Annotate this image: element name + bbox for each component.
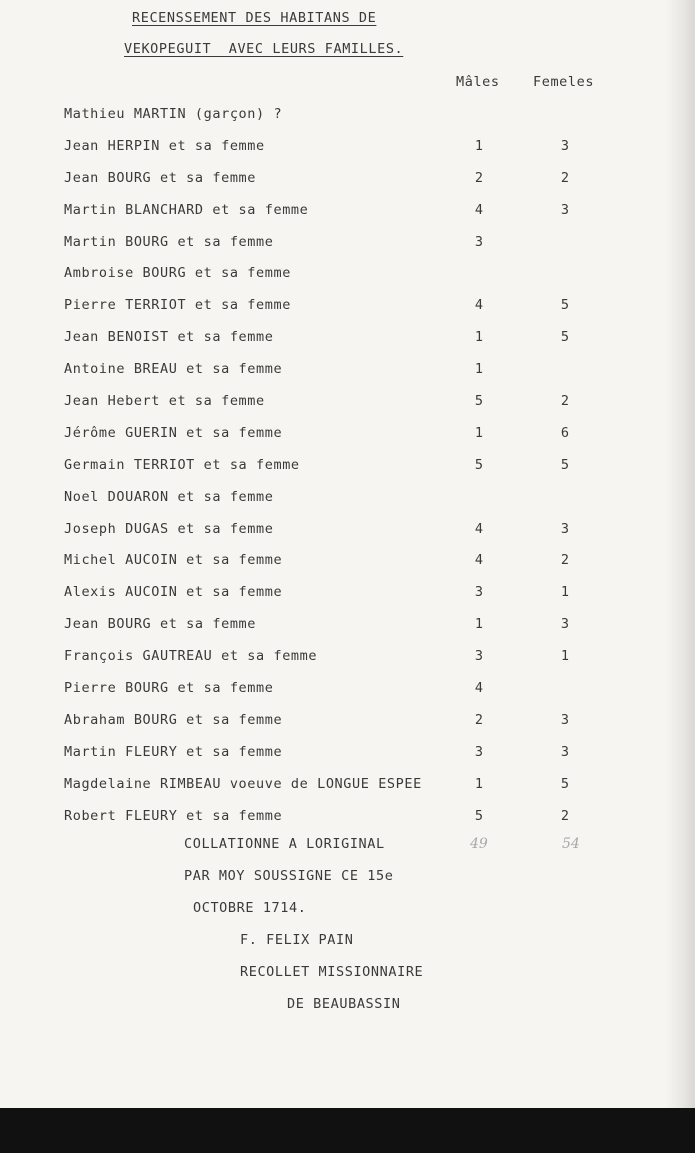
females-count: 2 (560, 807, 570, 824)
census-row (64, 453, 624, 485)
signature-title-1: RECOLLET MISSIONNAIRE (240, 964, 424, 980)
females-count: 2 (560, 169, 570, 186)
household-name: François GAUTREAU et sa femme (64, 648, 318, 665)
females-count: 3 (560, 711, 570, 728)
females-count: 3 (560, 616, 570, 633)
certification-line-1: COLLATIONNE A LORIGINAL (184, 836, 385, 852)
title-line-1: RECENSSEMENT DES HABITANS DE (132, 10, 377, 26)
census-row (64, 421, 624, 453)
column-header-females: Femeles (533, 74, 595, 90)
census-row (64, 612, 624, 644)
males-count: 1 (474, 361, 484, 378)
household-name: Ambroise BOURG et sa femme (64, 265, 291, 282)
females-count: 5 (560, 456, 570, 473)
females-count: 1 (560, 584, 570, 601)
household-name: Alexis AUCOIN et sa femme (64, 584, 283, 601)
census-row (64, 708, 624, 740)
certification-line-3: OCTOBRE 1714. (193, 900, 307, 916)
males-count: 5 (474, 393, 484, 410)
females-count: 5 (560, 775, 570, 792)
males-count: 1 (474, 775, 484, 792)
females-count: 3 (560, 201, 570, 218)
household-name: Jean BOURG et sa femme (64, 616, 257, 633)
certification-line-2: PAR MOY SOUSSIGNE CE 15e (184, 868, 394, 884)
census-row (64, 517, 624, 549)
females-count: 5 (560, 329, 570, 346)
males-count: 3 (474, 584, 484, 601)
census-row (64, 580, 624, 612)
census-row (64, 772, 624, 804)
females-count: 2 (560, 552, 570, 569)
census-table (64, 102, 624, 835)
males-count: 4 (474, 680, 484, 697)
males-count: 4 (474, 552, 484, 569)
females-count: 5 (560, 297, 570, 314)
census-row (64, 293, 624, 325)
males-count: 1 (474, 424, 484, 441)
census-row (64, 325, 624, 357)
household-name: Germain TERRIOT et sa femme (64, 456, 300, 473)
females-count: 2 (560, 393, 570, 410)
title-line-2: VEKOPEGUIT AVEC LEURS FAMILLES. (124, 41, 404, 57)
females-count: 3 (560, 137, 570, 154)
household-name: Noel DOUARON et sa femme (64, 488, 274, 505)
pencil-total-males: 49 (470, 836, 488, 852)
household-name: Mathieu MARTIN (garçon) ? (64, 106, 283, 122)
males-count: 3 (474, 648, 484, 665)
household-name: Abraham BOURG et sa femme (64, 711, 283, 728)
males-count: 1 (474, 616, 484, 633)
scan-bottom-band (0, 1108, 695, 1153)
census-row (64, 261, 624, 293)
household-name: Martin FLEURY et sa femme (64, 743, 283, 760)
males-count: 1 (474, 137, 484, 154)
census-row (64, 740, 624, 772)
household-name: Martin BOURG et sa femme (64, 233, 274, 250)
females-count: 3 (560, 743, 570, 760)
census-row (64, 166, 624, 198)
census-row (64, 230, 624, 262)
males-count: 2 (474, 169, 484, 186)
household-name: Jean BENOIST et sa femme (64, 329, 274, 346)
females-count: 6 (560, 424, 570, 441)
column-header-males: Mâles (456, 74, 500, 90)
census-row (64, 644, 624, 676)
household-name: Michel AUCOIN et sa femme (64, 552, 283, 569)
females-count: 3 (560, 520, 570, 537)
household-name: Jean BOURG et sa femme (64, 169, 257, 186)
males-count: 4 (474, 297, 484, 314)
household-name: Pierre TERRIOT et sa femme (64, 297, 291, 314)
females-count: 1 (560, 648, 570, 665)
household-name: Magdelaine RIMBEAU voeuve de LONGUE ESPEE (64, 775, 422, 792)
males-count: 5 (474, 807, 484, 824)
census-row (64, 134, 624, 166)
household-name: Jérôme GUERIN et sa femme (64, 424, 283, 441)
males-count: 2 (474, 711, 484, 728)
census-row (64, 804, 624, 836)
census-row (64, 198, 624, 230)
census-row (64, 389, 624, 421)
census-row (64, 357, 624, 389)
household-name: Jean HERPIN et sa femme (64, 137, 265, 154)
signature-title-2: DE BEAUBASSIN (287, 996, 401, 1012)
signature-name: F. FELIX PAIN (240, 932, 354, 948)
males-count: 4 (474, 201, 484, 218)
page-edge-shadow (665, 0, 695, 1108)
males-count: 3 (474, 743, 484, 760)
household-name: Pierre BOURG et sa femme (64, 680, 274, 697)
household-name: Joseph DUGAS et sa femme (64, 520, 274, 537)
males-count: 3 (474, 233, 484, 250)
males-count: 5 (474, 456, 484, 473)
pencil-total-females: 54 (562, 836, 580, 852)
household-name: Antoine BREAU et sa femme (64, 361, 283, 378)
males-count: 1 (474, 329, 484, 346)
census-row (64, 548, 624, 580)
census-row (64, 485, 624, 517)
household-name: Martin BLANCHARD et sa femme (64, 201, 309, 218)
census-row (64, 676, 624, 708)
household-name: Robert FLEURY et sa femme (64, 807, 283, 824)
census-row (64, 102, 624, 134)
household-name: Jean Hebert et sa femme (64, 393, 265, 410)
males-count: 4 (474, 520, 484, 537)
